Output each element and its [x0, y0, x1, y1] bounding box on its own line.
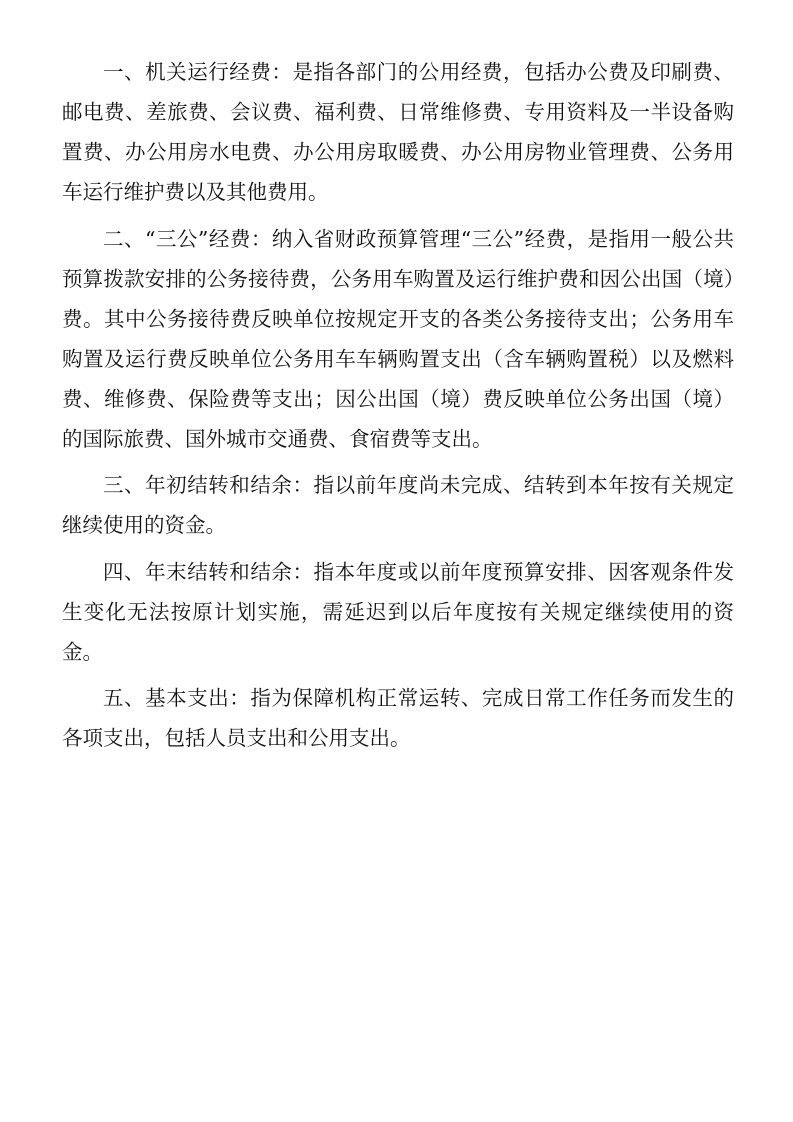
paragraph-three-public-expenses: 二、“三公”经费：纳入省财政预算管理“三公”经费，是指用一般公共预算拨款安排的公务接待费，公务用车购置及运行维护费和因公出国（境）费。其中公务接待费反映单位按规定开支的各类公务接待支出；公务用车购置及运行费反映单位公务用车车辆购置支出（含车辆购置税）以及燃料费、维修费、保险费等支出；因公出国（境）费反映单位公务出国（境）的国际旅费、国外城市交通费、食宿费等支出。	[62, 226, 734, 451]
paragraph-carryover-beginning: 三、年初结转和结余：指以前年度尚未完成、结转到本年按有关规定继续使用的资金。	[62, 473, 734, 537]
paragraph-carryover-end: 四、年末结转和结余：指本年度或以前年度预算安排、因客观条件发生变化无法按原计划实施，需延迟到以后年度按有关规定继续使用的资金。	[62, 559, 734, 664]
paragraph-basic-expenditure: 五、基本支出：指为保障机构正常运转、完成日常工作任务而发生的各项支出，包括人员支出和公用支出。	[62, 686, 734, 750]
document-page	[62, 52, 734, 758]
paragraph-operating-expenses: 一、机关运行经费：是指各部门的公用经费，包括办公费及印刷费、邮电费、差旅费、会议费、福利费、日常维修费、专用资料及一半设备购置费、办公用房水电费、办公用房取暖费、办公用房物业管理费、公务用车运行维护费以及其他费用。	[62, 60, 734, 204]
